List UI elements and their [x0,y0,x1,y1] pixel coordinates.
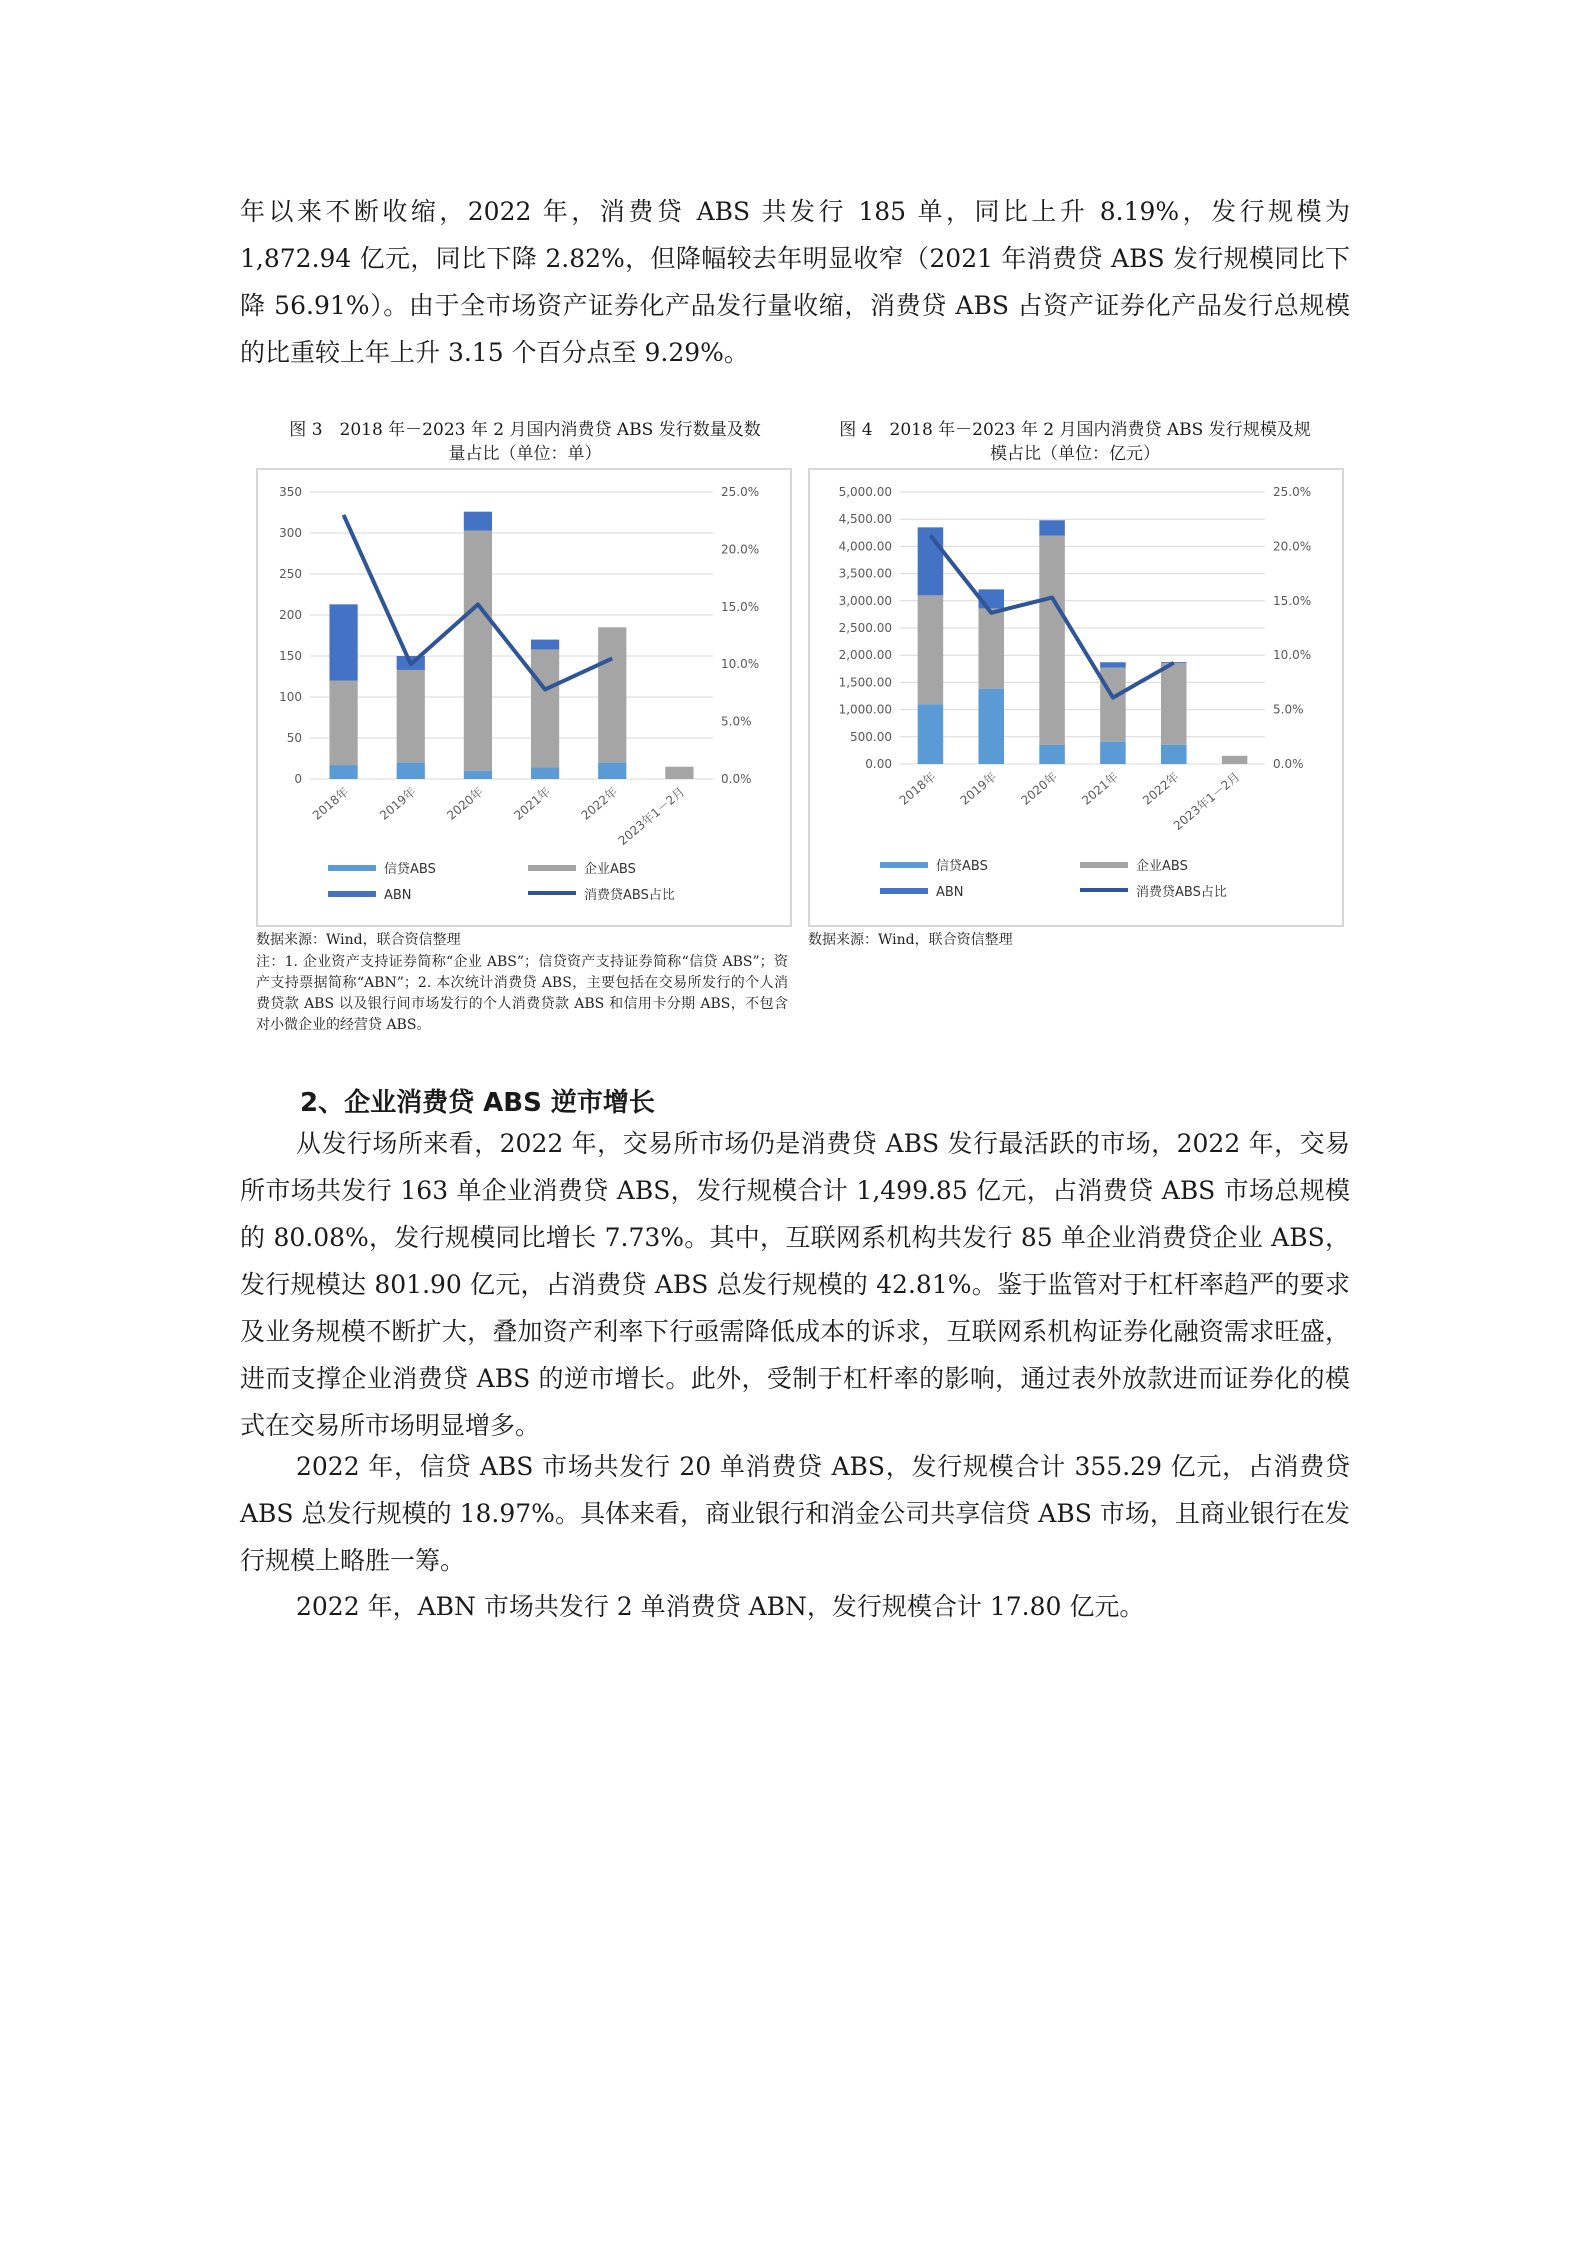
bar-信贷ABS-2019年 [397,763,425,779]
bar-企业ABS-2021年 [531,649,559,767]
section-heading-2: 2、企业消费贷 ABS 逆市增长 [300,1088,655,1118]
y-tick-label: 3,000.00 [838,593,892,608]
bar-企业ABS-2022年 [1161,663,1187,745]
y2-tick-label: 20.0% [1273,539,1312,554]
y-tick-label: 500.00 [850,729,892,744]
bar-ABN-2020年 [464,512,492,531]
y2-tick-label: 20.0% [721,542,760,557]
legend-label: 企业ABS [1136,859,1188,874]
bar-企业ABS-2019年 [978,608,1004,689]
y2-tick-label: 0.0% [1273,757,1304,771]
y-tick-label: 5,000.00 [838,485,892,499]
x-tick-label: 2018年 [896,769,939,808]
figure-4-svg [810,470,1342,925]
y2-tick-label: 10.0% [721,657,760,672]
bar-信贷ABS-2020年 [464,771,492,779]
bar-企业ABS-2018年 [918,595,944,704]
y-tick-label: 50 [286,731,302,745]
y2-tick-label: 15.0% [1273,593,1312,608]
y-tick-label: 0.00 [865,757,892,771]
y2-tick-label: 10.0% [1273,648,1312,663]
y-tick-label: 2,000.00 [838,648,892,663]
legend-swatch [528,865,576,871]
bar-信贷ABS-2021年 [1100,742,1126,764]
x-tick-label: 2018年 [309,784,352,823]
y-tick-label: 3,500.00 [838,566,892,581]
bar-ABN-2018年 [329,604,357,680]
x-tick-label: 2019年 [377,784,419,823]
bar-企业ABS-2023年1－2月 [665,767,693,779]
bar-信贷ABS-2022年 [598,763,626,779]
bar-企业ABS-2023年1－2月 [1222,756,1248,764]
x-tick-label: 2023年1－2月 [615,784,688,848]
y-tick-label: 150 [279,649,302,663]
bar-ABN-2021年 [1100,662,1126,667]
y2-tick-label: 25.0% [1273,485,1312,499]
x-tick-label: 2022年 [1140,769,1182,808]
y2-tick-label: 0.0% [721,772,752,786]
legend-swatch [328,865,376,871]
x-tick-label: 2019年 [957,769,1000,808]
legend-label: 企业ABS [584,862,636,877]
legend-label: 消费贷ABS占比 [1136,885,1227,900]
bar-企业ABS-2018年 [329,681,357,765]
legend-label: ABN [384,888,412,903]
paragraph-1: 年以来不断收缩，2022 年，消费贷 ABS 共发行 185 单，同比上升 8.19%，发行规模为 1,872.94 亿元，同比下降 2.82%，但降幅较去年明显收窄（2021 年消费贷 ABS 发行规模同比下降 56.91%）。由于全市场资产证券化产品发行量收缩，消费贷 ABS 占资产证券化产品发行总规模的比重较上年上升 3.15 个百分点至 9.29%。 [240,197,1350,367]
x-tick-label: 2020年 [444,784,486,823]
bar-信贷ABS-2018年 [918,704,944,764]
y2-tick-label: 25.0% [721,485,760,499]
paragraph-4: 2022 年，ABN 市场共发行 2 单消费贷 ABN，发行规模合计 17.80 亿元。 [296,1592,1145,1621]
x-tick-label: 2021年 [511,784,554,823]
x-tick-label: 2021年 [1079,769,1121,808]
y-tick-label: 0 [294,772,302,786]
figure-3-title-line2: 量占比（单位：单） [448,444,602,464]
y-tick-label: 250 [279,567,302,581]
figure-3-svg [258,470,790,925]
legend-swatch [528,891,576,895]
legend-swatch [1080,888,1128,892]
y-tick-label: 4,500.00 [838,512,892,527]
y-tick-label: 200 [279,608,302,622]
bar-企业ABS-2019年 [397,670,425,763]
figure-3-note: 注：1. 企业资产支持证券简称“企业 ABS”；信贷资产支持证券简称“信贷 ABS”；资产支持票据简称“ABN”；2. 本次统计消费贷 ABS，主要包括在交易所发行的个人消费贷款 ABS 以及银行间市场发行的个人消费贷款 ABS 和信用卡分期 ABS，不包含对小微企业的经营贷 ABS。 [256,954,788,1033]
bar-信贷ABS-2022年 [1161,745,1187,764]
y-tick-label: 350 [279,485,302,499]
paragraph-3: 2022 年，信贷 ABS 市场共发行 20 单消费贷 ABS，发行规模合计 355.29 亿元，占消费贷 ABS 总发行规模的 18.97%。具体来看，商业银行和消金公司共享信贷 ABS 市场，且商业银行在发行规模上略胜一筹。 [240,1452,1350,1575]
bar-信贷ABS-2020年 [1039,745,1065,764]
legend-swatch [328,891,376,897]
figure-3-title [250,418,800,466]
bar-企业ABS-2020年 [464,531,492,771]
y2-tick-label: 5.0% [721,714,752,729]
y-tick-label: 300 [279,526,302,540]
x-tick-label: 2022年 [578,784,621,823]
y2-tick-label: 5.0% [1273,702,1304,717]
y-tick-label: 100 [279,690,302,704]
figure-4-title-line2: 模占比（单位：亿元） [990,444,1160,464]
figure-4-title-line1: 图 4 2018 年－2023 年 2 月国内消费贷 ABS 发行规模及规 [839,420,1311,440]
legend-label: 信贷ABS [384,862,436,877]
bar-企业ABS-2021年 [1100,668,1126,742]
figure-3-title-line1: 图 3 2018 年－2023 年 2 月国内消费贷 ABS 发行数量及数 [289,420,761,440]
x-tick-label: 2023年1－2月 [1170,769,1243,833]
y-tick-label: 1,000.00 [838,702,892,717]
y-tick-label: 4,000.00 [838,539,892,554]
bar-信贷ABS-2018年 [329,765,357,779]
legend-label: ABN [936,885,964,900]
bar-ABN-2020年 [1039,520,1065,535]
legend-label: 消费贷ABS占比 [584,888,675,903]
x-tick-label: 2020年 [1018,769,1061,808]
bar-信贷ABS-2021年 [531,768,559,779]
figure-3-chart [256,468,792,927]
figure-3-source: 数据来源：Wind，联合资信整理 [256,932,461,948]
legend-swatch [1080,862,1128,868]
figure-4-chart [808,468,1344,927]
y2-tick-label: 15.0% [721,599,760,614]
figure-4-source: 数据来源：Wind，联合资信整理 [808,932,1013,948]
bar-企业ABS-2020年 [1039,536,1065,745]
y-tick-label: 1,500.00 [838,675,892,690]
bar-信贷ABS-2019年 [978,689,1004,764]
figure-4-title [800,418,1350,466]
legend-swatch [880,888,928,894]
legend-label: 信贷ABS [936,859,988,874]
bar-ABN-2021年 [531,640,559,650]
legend-swatch [880,862,928,868]
paragraph-2: 从发行场所来看，2022 年，交易所市场仍是消费贷 ABS 发行最活跃的市场，2022 年，交易所市场共发行 163 单企业消费贷 ABS，发行规模合计 1,499.85 亿元，占消费贷 ABS 市场总规模的 80.08%，发行规模同比增长 7.73%。其中，互联网系机构共发行 85 单企业消费贷企业 ABS，发行规模达 801.90 亿元，占消费贷 ABS 总发行规模的 42.81%。鉴于监管对于杠杆率趋严的要求及业务规模不断扩大，叠加资产利率下行亟需降低成本的诉求，互联网系机构证券化融资需求旺盛，进而支撑企业消费贷 ABS 的逆市增长。此外，受制于杠杆率的影响，通过表外放款进而证券化的模式在交易所市场明显增多。 [240,1129,1350,1440]
y-tick-label: 2,500.00 [838,621,892,635]
bar-企业ABS-2022年 [598,627,626,762]
